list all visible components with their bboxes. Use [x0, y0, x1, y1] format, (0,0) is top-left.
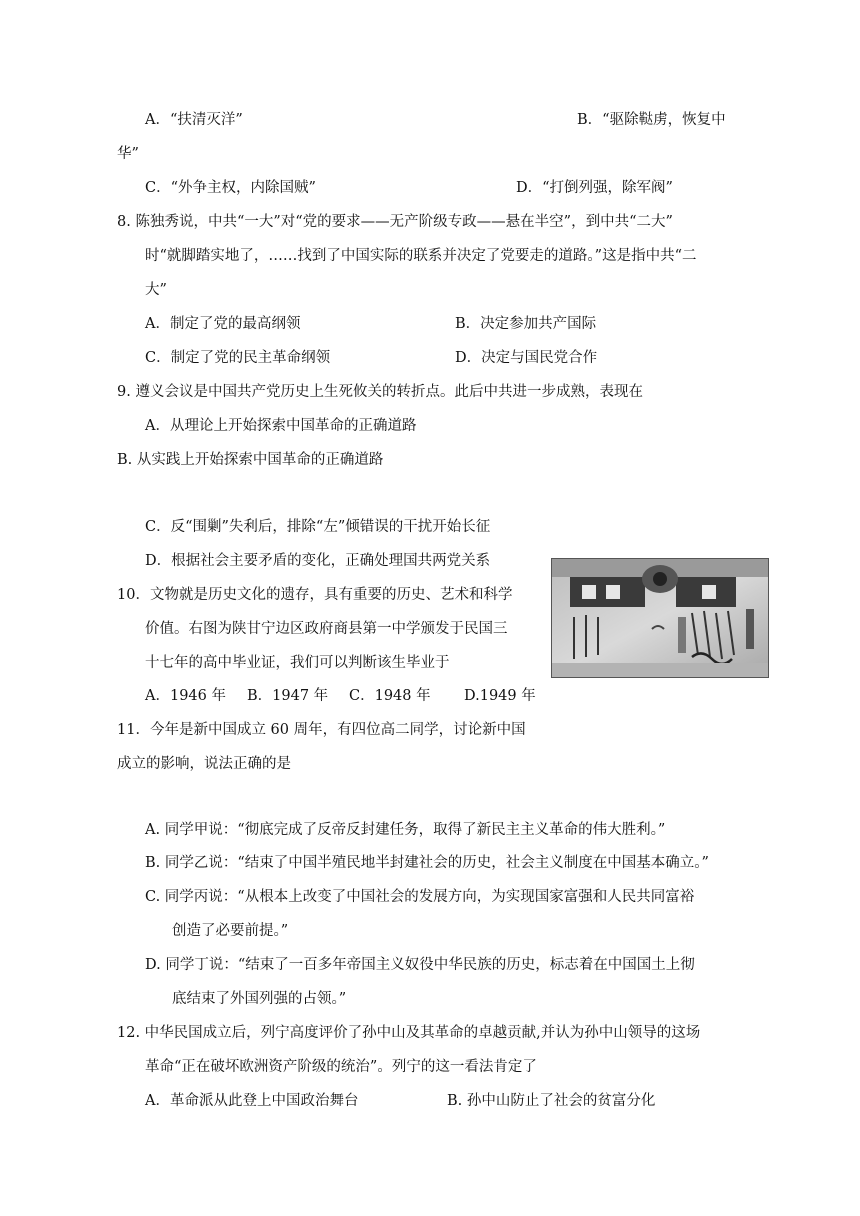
graduation-certificate-photo [551, 558, 769, 678]
q9-stem: 9. 遵义会议是中国共产党历史上生死攸关的转折点。此后中共进一步成熟，表现在 [117, 384, 643, 400]
q11-option-d-line1: D. 同学丁说：“结束了一百多年帝国主义奴役中华民族的历史，标志着在中国国土上彻 [145, 957, 695, 973]
q10-stem-line2: 价值。右图为陕甘宁边区政府商县第一中学颁发于民国三 [145, 621, 508, 637]
q7-option-c: C．“外争主权，内除国贼” [145, 180, 316, 196]
q10-stem-line3: 十七年的高中毕业证，我们可以判断该生毕业于 [145, 655, 450, 671]
q10-stem-line1: 10．文物就是历史文化的遗存，具有重要的历史、艺术和科学 [117, 587, 513, 603]
q9-option-c: C．反“围剿”失利后，排除“左”倾错误的干扰开始长征 [145, 519, 491, 535]
q11-option-b: B. 同学乙说：“结束了中国半殖民地半封建社会的历史，社会主义制度在中国基本确立。” [145, 855, 709, 871]
q11-option-c-line2: 创造了必要前提。” [172, 923, 289, 939]
q12-stem-line1: 12. 中华民国成立后，列宁高度评价了孙中山及其革命的卓越贡献,并认为孙中山领导的这场 [117, 1025, 701, 1041]
q7-option-a: A．“扶清灭洋” [145, 112, 243, 128]
q8-stem-line2: 时“就脚踏实地了，……找到了中国实际的联系并决定了党要走的道路。”这是指中共“二 [145, 248, 697, 264]
q9-option-b: B. 从实践上开始探索中国革命的正确道路 [117, 452, 384, 468]
q8-option-d: D．决定与国民党合作 [455, 350, 598, 366]
q8-option-c: C．制定了党的民主革命纲领 [145, 350, 331, 366]
q12-option-a: A．革命派从此登上中国政治舞台 [145, 1093, 359, 1109]
q11-stem-line1: 11．今年是新中国成立 60 周年，有四位高二同学，讨论新中国 [117, 722, 526, 738]
q11-option-d-line2: 底结束了外国列强的占领。” [172, 991, 347, 1007]
q7-option-b-line1: B．“驱除鞑虏，恢复中 [577, 112, 726, 128]
q7-option-d: D．“打倒列强，除军阀” [516, 180, 673, 196]
q10-option-b: B．1947 年 [247, 688, 329, 704]
q9-option-d: D．根据社会主要矛盾的变化，正确处理国共两党关系 [145, 553, 491, 569]
q8-option-a: A．制定了党的最高纲领 [145, 316, 301, 332]
q9-option-a: A．从理论上开始探索中国革命的正确道路 [145, 418, 417, 434]
q8-option-b: B．决定参加共产国际 [455, 316, 597, 332]
q10-option-d: D.1949 年 [464, 688, 536, 704]
q11-stem-line2: 成立的影响，说法正确的是 [117, 756, 291, 772]
q8-stem-line3: 大” [145, 282, 167, 298]
q12-stem-line2: 革命“正在破坏欧洲资产阶级的统治”。列宁的这一看法肯定了 [145, 1059, 537, 1075]
q10-option-c: C．1948 年 [349, 688, 431, 704]
q7-option-b-line2: 华” [117, 146, 139, 162]
q11-option-c-line1: C. 同学丙说：“从根本上改变了中国社会的发展方向，为实现国家富强和人民共同富裕 [145, 889, 695, 905]
q12-option-b: B. 孙中山防止了社会的贫富分化 [447, 1093, 656, 1109]
q8-stem-line1: 8. 陈独秀说，中共“一大”对“党的要求——无产阶级专政——悬在半空”，到中共“二大” [117, 214, 673, 230]
q11-option-a: A. 同学甲说：“彻底完成了反帝反封建任务，取得了新民主主义革命的伟大胜利。” [145, 822, 666, 838]
q10-option-a: A．1946 年 [145, 688, 226, 704]
